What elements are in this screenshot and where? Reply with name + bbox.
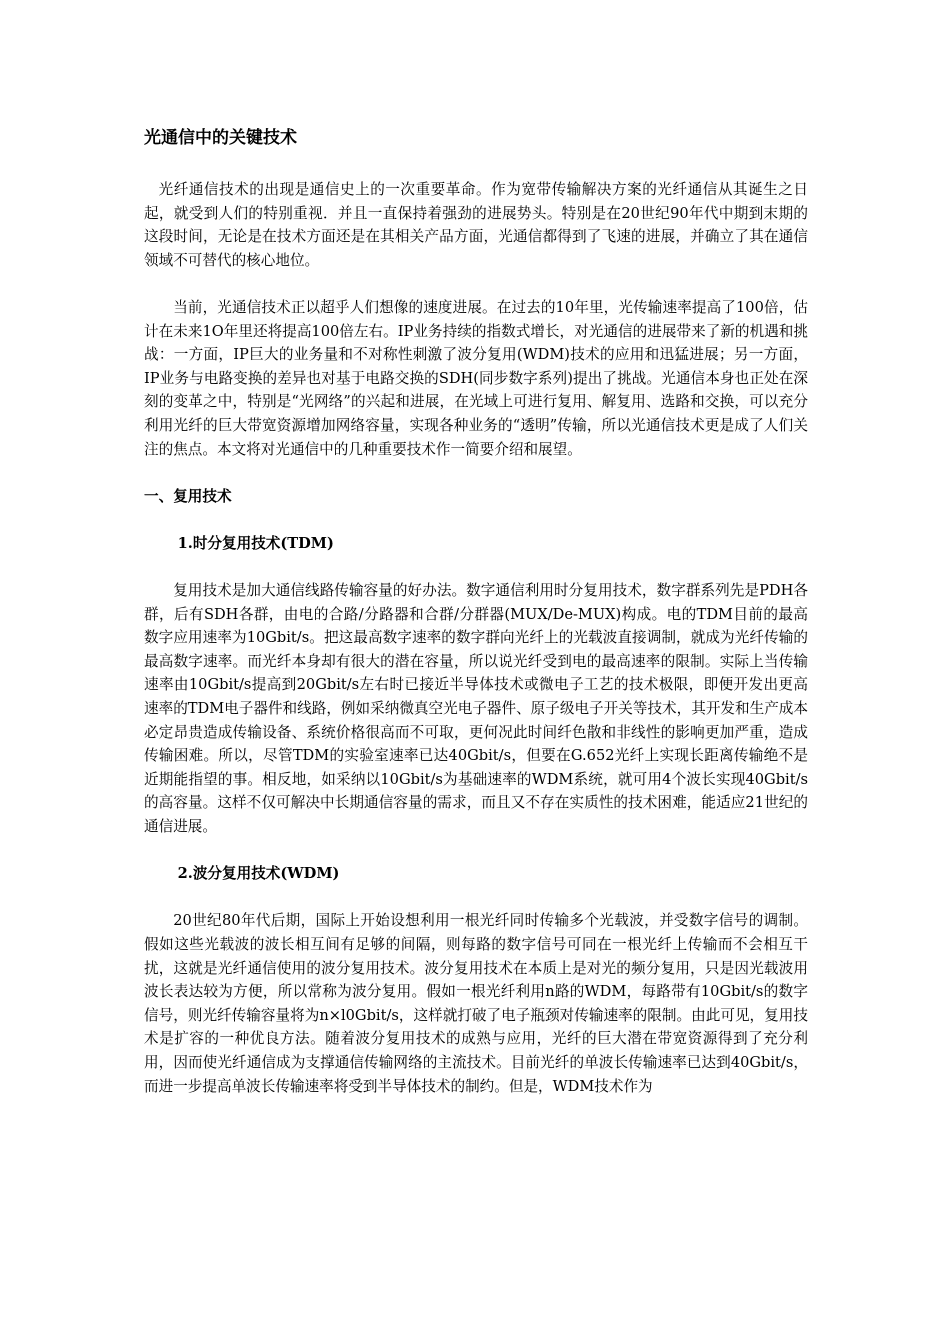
subsection-heading-wdm: 2.波分复用技术(WDM) [177, 865, 340, 883]
development-paragraph: 当前，光通信技术正以超乎人们想像的速度进展。在过去的10年里，光传输速率提高了100倍，估计在未来1O年里还将提高100倍左右。IP业务持续的指数式增长，对光通信的进展带来了新的机遇和挑战：一方面，IP巨大的业务量和不对称性刺激了波分复用(WDM)技术的应用和迅猛进展；另一方面，IP业务与电路变换的差异也对基于电路交换的SDH(同步数字系列)提出了挑战。光通信本身也正处在深刻的变革之中，特别是“光网络”的兴起和进展，在光域上可进行复用、解复用、选路和交换，可以充分利用光纤的巨大带宽资源增加网络容量，实现各种业务的“透明”传输，所以光通信技术更是成了人们关注的焦点。本文将对光通信中的几种重要技术作一简要介绍和展望。 [144, 298, 808, 458]
paragraph-spacer [144, 886, 808, 910]
paragraph-spacer [144, 508, 808, 532]
paragraph-spacer [144, 272, 808, 296]
document-page [144, 118, 808, 1098]
wdm-paragraph: 20世纪80年代后期，国际上开始设想利用一根光纤同时传输多个光载波，并受数字信号的调制。假如这些光载波的波长相互间有足够的间隔，则每路的数字信号可同在一根光纤上传输而不会相互干扰，这就是光纤通信使用的波分复用技术。波分复用技术在本质上是对光的频分复用，只是因光载波用波长表达较为方便，所以常称为波分复用。假如一根光纤利用n路的WDM，每路带有10Gbit/s的数字信号，则光纤传输容量将为n×l0Gbit/s，这样就打破了电子瓶颈对传输速率的限制。由此可见，复用技术是扩容的一种优良方法。随着波分复用技术的成熟与应用，光纤的巨大潜在带宽资源得到了充分利用，因而使光纤通信成为支撑通信传输网络的主流技术。目前光纤的单波长传输速率已达到40Gbit/s，而进一步提高单波长传输速率将受到半导体技术的制约。但是，WDM技术作为 [144, 912, 808, 1095]
intro-paragraph: 光纤通信技术的出现是通信史上的一次重要革命。作为宽带传输解决方案的光纤通信从其诞生之日起，就受到人们的特别重视．并且一直保持着强劲的进展势头。特别是在20世纪90年代中期到末期的这段时间，无论是在技术方面还是在其相关产品方面，光通信都得到了飞速的进展，并确立了其在通信领域不可替代的核心地位。 [144, 181, 808, 269]
paragraph-spacer [144, 556, 808, 580]
subsection-heading-tdm: 1.时分复用技术(TDM) [177, 534, 334, 552]
section-heading-multiplexing: 一、复用技术 [144, 487, 232, 505]
paragraph-spacer [144, 839, 808, 863]
tdm-paragraph: 复用技术是加大通信线路传输容量的好办法。数字通信利用时分复用技术，数字群系列先是PDH各群，后有SDH各群，由电的合路/分路器和合群/分群器(MUX/De-MUX)构成。电的TDM目前的最高数字应用速率为10Gbit/s。把这最高数字速率的数字群向光纤上的光载波直接调制，就成为光纤传输的最高数字速率。而光纤本身却有很大的潜在容量，所以说光纤受到电的最高速率的限制。实际上当传输速率由10Gbit/s提高到20Gbit/s左右时已接近半导体技术或微电子工艺的技术极限，即便开发出更高速率的TDM电子器件和线路，例如采纳微真空光电子器件、原子级电子开关等技术，其开发和生产成本必定昂贵造成传输设备、系统价格很高而不可取，更何况此时间纤色散和非线性的影响更加严重，造成传输困难。所以，尽管TDM的实验室速率已达40Gbit/s，但要在G.652光纤上实现长距离传输绝不是近期能指望的事。相反地，如采纳以10Gbit/s为基础速率的WDM系统，就可用4个波长实现40Gbit/s的高容量。这样不仅可解决中长期通信容量的需求，而且又不存在实质性的技术困难，能适应21世纪的通信进展。 [144, 582, 808, 836]
document-title: 光通信中的关键技术 [144, 128, 297, 148]
paragraph-spacer [144, 461, 808, 485]
